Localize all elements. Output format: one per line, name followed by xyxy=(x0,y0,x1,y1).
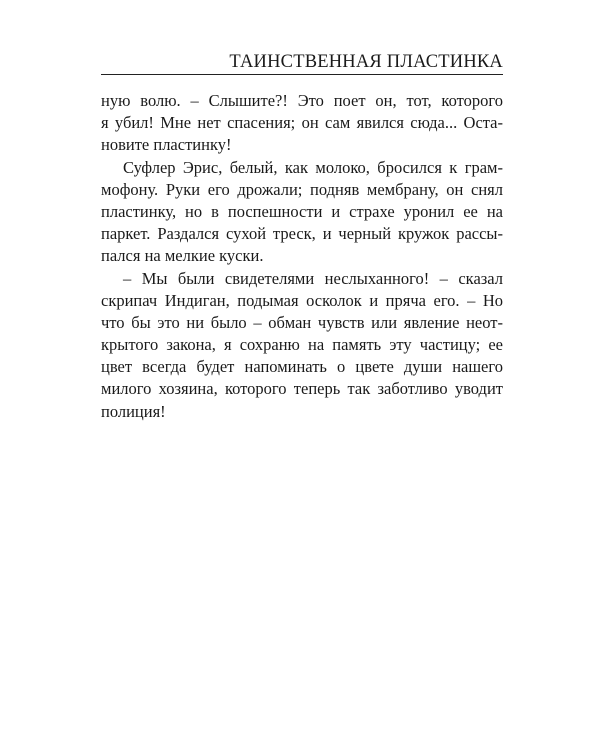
text-line: я убил! Мне нет спасения; он сам явился сюда... Оста- xyxy=(101,113,503,133)
text-line: паркет. Раздался сухой треск, и черный кружок рассы- xyxy=(101,224,503,244)
running-head-title: ТАИНСТВЕННАЯ ПЛАСТИНКА xyxy=(229,52,503,72)
text-line: полиция! xyxy=(101,401,166,421)
text-line: пластинку, но в поспешности и страхе уронил ее на xyxy=(101,201,503,221)
text-line: ную волю. – Слышите?! Это поет он, тот, которого xyxy=(101,91,503,110)
paragraph xyxy=(101,157,503,268)
running-head xyxy=(101,50,503,75)
text-line: цвет всегда будет напоминать о цвете души нашего xyxy=(101,357,503,377)
text-line: скрипач Индиган, подымая осколок и пряча его. – Но xyxy=(101,290,503,310)
text-line: – Мы были свидетелями неслыханного! – сказал xyxy=(123,268,503,288)
text-line: мофону. Руки его дрожали; подняв мембрану, он снял xyxy=(101,179,503,199)
text-line: Суфлер Эрис, белый, как молоко, бросился к грам- xyxy=(123,157,503,177)
paragraph xyxy=(101,268,503,423)
paragraph xyxy=(101,90,503,157)
text-line: что бы это ни было – обман чувств или явление неот- xyxy=(101,312,503,332)
page-body xyxy=(101,90,503,423)
text-line: новите пластинку! xyxy=(101,135,232,155)
text-line: пался на мелкие куски. xyxy=(101,246,264,266)
text-line: крытого закона, я сохраню на память эту частицу; ее xyxy=(101,335,503,355)
text-line: милого хозяина, которого теперь так заботливо уводит xyxy=(101,379,503,399)
